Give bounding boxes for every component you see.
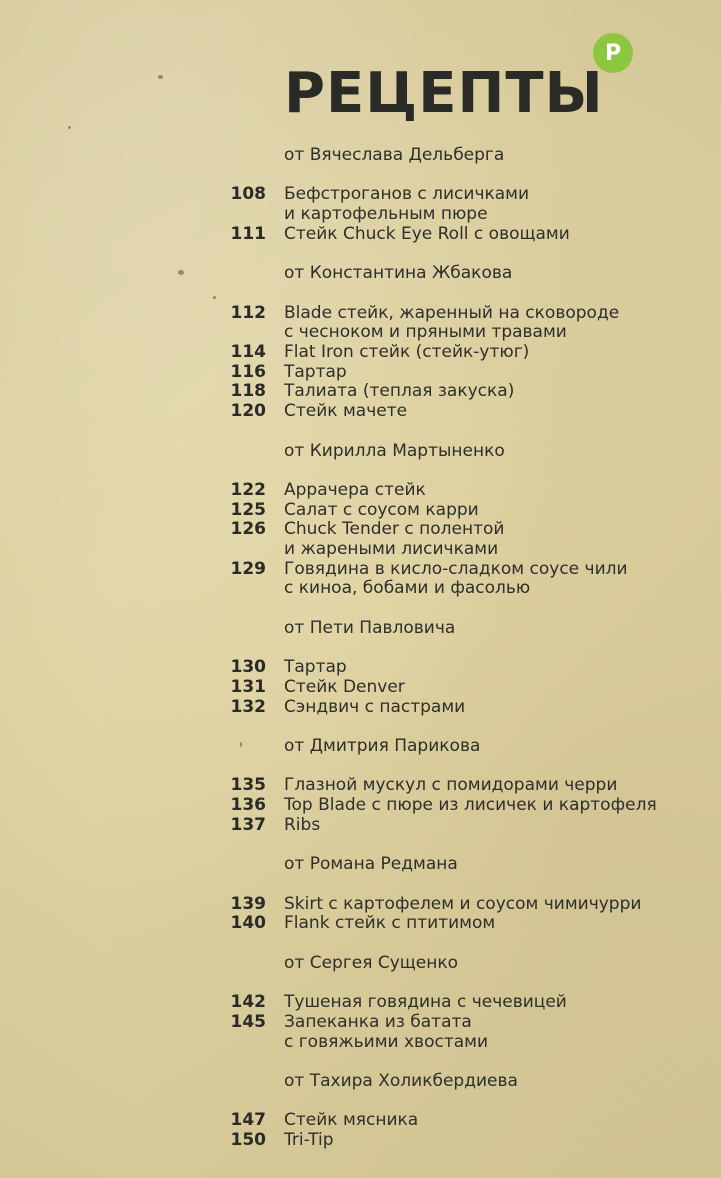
recipe-title: Запеканка из батата — [284, 1011, 472, 1032]
recipe-entry — [0, 381, 721, 401]
author-heading — [0, 854, 721, 874]
recipe-entry — [0, 1110, 721, 1130]
recipe-entry — [0, 184, 721, 204]
recipe-title: Стейк Chuck Eye Roll с овощами — [284, 223, 570, 244]
page-number: 129 — [230, 558, 266, 579]
recipe-title: Тартар — [284, 657, 347, 678]
recipe-entry — [0, 1012, 721, 1032]
page-number: 122 — [230, 479, 266, 500]
recipe-entry-continuation — [0, 539, 721, 559]
recipe-title: Tri-Tip — [284, 1130, 334, 1150]
paper-speck — [68, 126, 71, 129]
recipe-title: Стейк Denver — [284, 676, 405, 697]
recipe-title: Chuck Tender с полентой — [284, 519, 505, 540]
page-number: 120 — [230, 401, 266, 422]
author-name: от Сергея Сущенко — [284, 952, 459, 973]
page-number: 132 — [230, 696, 266, 717]
recipe-entry — [0, 775, 721, 795]
author-name: от Романа Редмана — [284, 854, 458, 875]
page-number: 126 — [230, 519, 266, 540]
recipe-entry — [0, 362, 721, 382]
recipe-title: Бефстроганов с лисичками — [284, 184, 530, 205]
paper-speck — [213, 296, 216, 299]
recipe-entry — [0, 795, 721, 815]
recipe-title: Стейк мачете — [284, 401, 408, 422]
recipe-entry — [0, 480, 721, 500]
recipe-entry-continuation — [0, 204, 721, 224]
author-name: от Дмитрия Парикова — [284, 736, 481, 756]
recipe-title: Flat Iron стейк (стейк-утюг) — [284, 342, 530, 362]
recipe-entry — [0, 697, 721, 717]
recipe-title: Аррачера стейк — [284, 479, 426, 500]
recipe-entry-continuation — [0, 1032, 721, 1052]
recipe-entry — [0, 677, 721, 697]
recipe-title: Стейк мясника — [284, 1110, 419, 1131]
page-number: 112 — [230, 302, 266, 323]
page-number: 150 — [230, 1130, 266, 1150]
recipe-entry — [0, 657, 721, 677]
recipe-entry — [0, 815, 721, 835]
author-name: от Вячеслава Дельберга — [284, 145, 505, 165]
author-heading — [0, 145, 721, 165]
recipe-entry — [0, 519, 721, 539]
page-number: 111 — [230, 223, 266, 244]
page-number: 131 — [230, 676, 266, 697]
recipe-entry-continuation — [0, 322, 721, 342]
recipe-title: Flank стейк с птитимом — [284, 913, 496, 934]
recipe-title: с чесноком и пряными травами — [284, 322, 567, 343]
recipe-title: Салат с соусом карри — [284, 499, 479, 520]
recipe-entry — [0, 894, 721, 914]
recipe-title: и картофельным пюре — [284, 204, 488, 225]
page-number: 140 — [230, 913, 266, 934]
author-heading — [0, 263, 721, 283]
recipe-entry — [0, 559, 721, 579]
page-number: 108 — [230, 184, 266, 205]
recipes-badge-icon: Р — [593, 33, 633, 73]
recipe-title: с киноа, бобами и фасолью — [284, 578, 531, 599]
recipe-title: Ribs — [284, 814, 321, 835]
author-heading — [0, 953, 721, 973]
author-name: от Кирилла Мартыненко — [284, 440, 505, 461]
recipe-entry — [0, 500, 721, 520]
author-heading — [0, 441, 721, 461]
page-number: 136 — [230, 795, 266, 816]
author-heading — [0, 1071, 721, 1091]
author-heading — [0, 618, 721, 638]
page-number: 142 — [230, 992, 266, 1013]
recipe-title: Skirt с картофелем и соусом чимичурри — [284, 893, 642, 914]
recipe-entry — [0, 303, 721, 323]
recipe-title: Тушеная говядина с чечевицей — [284, 992, 567, 1013]
page-number: 145 — [230, 1011, 266, 1032]
recipe-entry — [0, 1130, 721, 1150]
recipe-title: Top Blade с пюре из лисичек и картофеля — [284, 795, 657, 816]
recipe-entry-continuation — [0, 578, 721, 598]
recipe-entry — [0, 342, 721, 362]
recipe-title: Говядина в кисло-сладком соусе чили — [284, 558, 628, 579]
recipe-entry — [0, 992, 721, 1012]
page-number: 137 — [230, 814, 266, 835]
recipe-title: Blade стейк, жаренный на сковороде — [284, 302, 620, 323]
page-number: 118 — [230, 381, 266, 402]
author-name: от Константина Жбакова — [284, 263, 513, 284]
author-name: от Тахира Холикбердиева — [284, 1070, 518, 1091]
page-number: 139 — [230, 893, 266, 914]
page-number: 125 — [230, 499, 266, 520]
paper-speck — [158, 75, 163, 79]
page-number: 130 — [230, 657, 266, 678]
author-heading — [0, 736, 721, 756]
recipe-title: Глазной мускул с помидорами черри — [284, 775, 618, 796]
recipe-title: Тартар — [284, 361, 347, 382]
recipe-title: и жареными лисичками — [284, 539, 499, 559]
recipe-title: Талиата (теплая закуска) — [284, 381, 515, 402]
page-title: РЕЦЕПТЫ — [284, 61, 604, 126]
recipe-entry — [0, 224, 721, 244]
page-number: 147 — [230, 1110, 266, 1131]
page-number: 114 — [230, 342, 266, 362]
page-number: 116 — [230, 361, 266, 382]
recipe-title: Сэндвич с пастрами — [284, 696, 466, 717]
recipe-entry — [0, 913, 721, 933]
recipe-title: с говяжьими хвостами — [284, 1031, 489, 1052]
recipe-entry — [0, 401, 721, 421]
page-number: 135 — [230, 775, 266, 796]
author-name: от Пети Павловича — [284, 617, 456, 638]
